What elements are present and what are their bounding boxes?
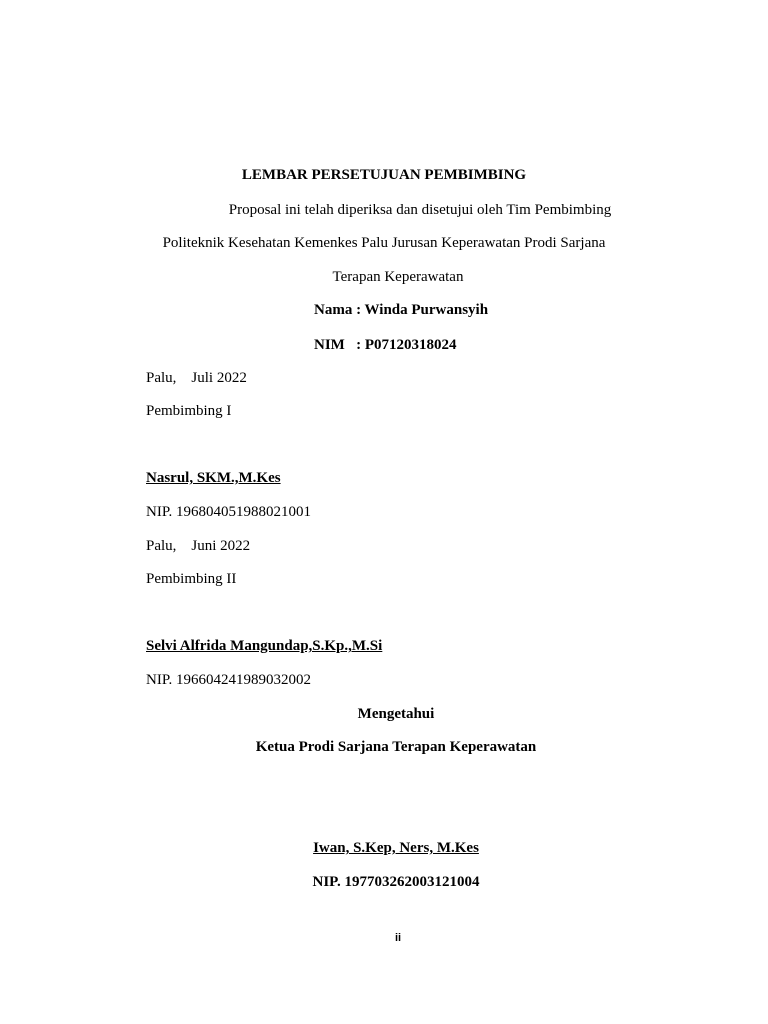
page-number: ii [394, 932, 402, 944]
advisor1-nip: NIP. 196804051988021001 [146, 504, 312, 520]
student-name: Nama : Winda Purwansyih [314, 302, 489, 318]
advisor2-nip: NIP. 196604241989032002 [146, 672, 312, 688]
advisor2-role: Pembimbing II [146, 571, 237, 587]
intro-line-1: Proposal ini telah diperiksa dan disetujui oleh Tim Pembimbing [228, 202, 612, 218]
acknowledgement-name: Iwan, S.Kep, Ners, M.Kes [313, 840, 479, 856]
acknowledgement-heading: Mengetahui [357, 706, 435, 722]
student-nim: NIM : P07120318024 [314, 337, 457, 353]
advisor1-name: Nasrul, SKM.,M.Kes [146, 470, 281, 486]
advisor2-date: Palu, Juni 2022 [146, 538, 251, 554]
advisor2-name: Selvi Alfrida Mangundap,S.Kp.,M.Si [146, 638, 383, 654]
acknowledgement-nip: NIP. 197703262003121004 [312, 874, 480, 890]
advisor1-role: Pembimbing I [146, 403, 232, 419]
document-title: LEMBAR PERSETUJUAN PEMBIMBING [241, 167, 527, 183]
intro-line-2: Politeknik Kesehatan Kemenkes Palu Jurusan Keperawatan Prodi Sarjana [162, 235, 606, 251]
acknowledgement-position: Ketua Prodi Sarjana Terapan Keperawatan [255, 739, 537, 755]
intro-line-3: Terapan Keperawatan [332, 269, 464, 285]
advisor1-date: Palu, Juli 2022 [146, 370, 247, 386]
